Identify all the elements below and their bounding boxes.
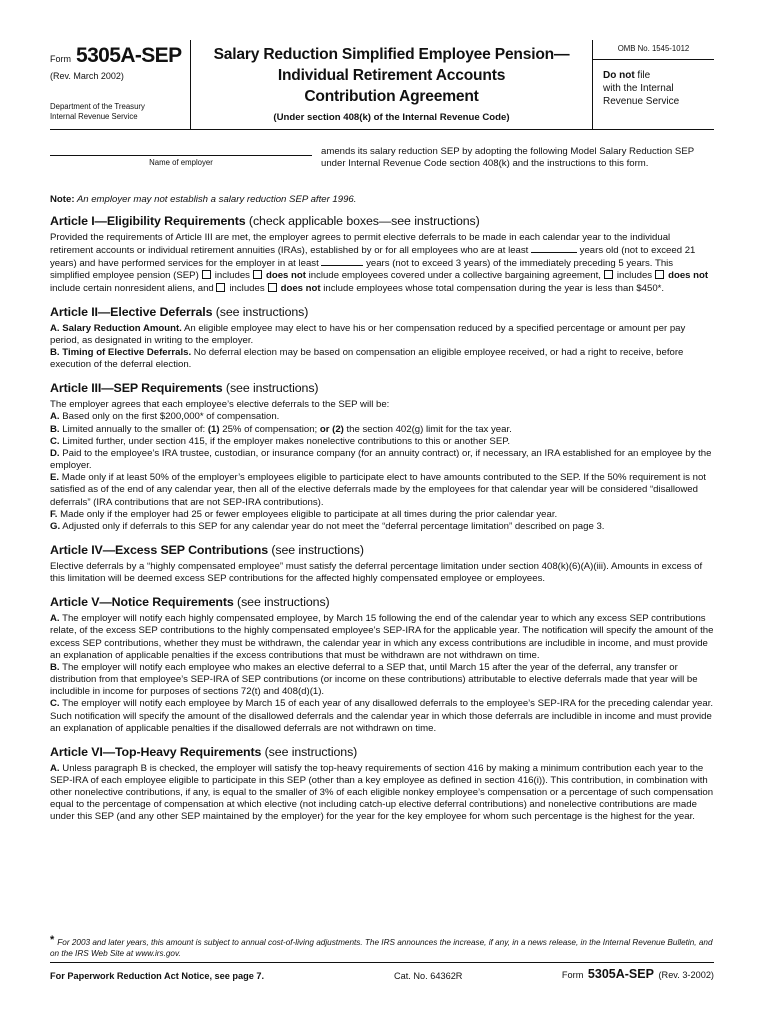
form-header: [50, 40, 714, 130]
article-5-b: B. The employer will notify each employee who makes an elective deferral to a SEP that, until March 15 after the year of the deferral, any transfer or distribution from that employee’s SEP-IRA of SEP contributions (or income on these contributions) attributable to elective deferrals made that year will be includible in income for purposes of sections 72(t) and 408(d)(1).: [50, 661, 698, 698]
article-3-c: C. Limited further, under section 415, if the employer makes nonelective contributions to this or another SEP.: [50, 435, 511, 447]
article-6-a: A. Unless paragraph B is checked, the employer will satisfy the top-heavy requirements of section 416 by making a minimum contribution each year to the SEP-IRA of each employee eligible to participate in this SEP (other than a key employee as defined in section 416(i)). This contribution, in combination with other nonelective contributions, if any, is equal to the smaller of 3% of each eligible nonkey employee’s compensation or a percentage of such compensation equal to the percentage of compensation at which elective (not including catch-up elective deferral contributions) and nonelective contributions are made under this SEP (and any other SEP maintained by the employer) for the year for the key employee for whom such percentage is the highest for the year.: [50, 762, 714, 823]
revision-date: (Rev. March 2002): [50, 71, 124, 81]
form-number-line: [50, 44, 182, 69]
article-3-b: B. Limited annually to the smaller of: (1) 25% of compensation; or (2) the section 402(g) limit for the tax year.: [50, 423, 512, 435]
article-3-g: G. Adjusted only if deferrals to this SEP for any calendar year do not meet the “deferral percentage limitation” described on page 3.: [50, 520, 605, 532]
article-6: [50, 745, 714, 824]
footer-form-word: Form: [561, 970, 584, 980]
amends-text: amends its salary reduction SEP by adopting the following Model Salary Reduction SEP under Internal Revenue Code section 408(k) and the instructions to this form.: [321, 146, 694, 170]
form-title: [191, 44, 592, 107]
note: [50, 194, 714, 205]
form-number: 5305A-SEP: [76, 44, 182, 67]
employer-name-label: Name of employer: [149, 158, 213, 167]
catalog-number: Cat. No. 64362R: [394, 971, 463, 981]
comp-includes-checkbox[interactable]: [216, 283, 225, 292]
cba-includes-checkbox[interactable]: [604, 270, 613, 279]
do-not-rest-1: file: [634, 70, 651, 81]
title-line-2: Individual Retirement Accounts: [277, 67, 506, 85]
title-line-1: Salary Reduction Simplified Employee Pension—: [213, 46, 570, 63]
note-label: Note:: [50, 194, 75, 205]
article-1: [50, 214, 714, 295]
note-text: An employer may not establish a salary reduction SEP after 1996.: [74, 194, 357, 205]
agency-name: Internal Revenue Service: [50, 111, 138, 121]
footer-revision: (Rev. 3-2002): [658, 970, 714, 980]
minimum-age-field[interactable]: [531, 244, 577, 253]
sep-includes-checkbox[interactable]: [202, 270, 211, 279]
do-not-file-notice: [603, 70, 679, 108]
article-5-heading: Article V—Notice Requirements (see instructions): [50, 595, 330, 610]
article-3: [50, 381, 714, 533]
form-body: [50, 214, 714, 834]
footnote-asterisk: *: [50, 934, 55, 946]
omb-number: OMB No. 1545-1012: [593, 44, 714, 60]
paperwork-notice: For Paperwork Reduction Act Notice, see page 7.: [50, 971, 265, 981]
footer-form-number: 5305A-SEP: [587, 967, 654, 981]
article-3-heading: Article III—SEP Requirements (see instructions): [50, 381, 319, 396]
article-2: [50, 305, 714, 372]
article-4-text: Elective deferrals by a “highly compensated employee” must satisfy the deferral percentage limitation under section 408(k)(6)(A)(iii). Amounts in excess of this limitation will be deemed excess SEP contributions for the affected highly compensated employee or employees.: [50, 560, 703, 585]
department-block: [50, 102, 145, 121]
title-line-3: Contribution Agreement: [304, 88, 479, 106]
article-2-a: A. Salary Reduction Amount. An eligible employee may elect to have his or her compensation reduced by a specified percentage or amount per pay period, as designated in writing to the employer.: [50, 322, 686, 346]
footer-form-id: [562, 967, 714, 982]
omb-block: [593, 40, 714, 130]
department-name: Department of the Treasury: [50, 102, 145, 111]
form-footer: [50, 962, 714, 984]
article-3-f: F. Made only if the employer had 25 or fewer employees eligible to participate at all times during the prior calendar year.: [50, 508, 558, 520]
article-3-e: E. Made only if at least 50% of the employer’s employees eligible to participate elect to have amounts contributed to the SEP. If the 50% requirement is not satisfied as of the end of any calendar year, then all of the elective deferrals made by the employees for that calendar year will be considered “disallowed deferrals” (IRA contributions that are not SEP-IRA contributions).: [50, 472, 706, 508]
article-1-heading: Article I—Eligibility Requirements (check applicable boxes—see instructions): [50, 214, 480, 228]
article-5-a: A. The employer will notify each highly compensated employee, by March 15 following the end of the calendar year to which any excess SEP contributions relate, of the excess SEP contributions to the highly compensated employee’s SEP-IRA for the applicable year. The notification will specify the amount of the excess SEP contributions, whether they must be withdrawn, the calendar year in which any excess contributions are includible in income, and must provide an explanation of applicable penalties if the excess contributions that must be withdrawn are not withdrawn on time.: [50, 613, 714, 661]
footnote: [50, 933, 714, 959]
do-not-bold: Do not: [603, 70, 635, 81]
article-5-c: C. The employer will notify each employee by March 15 of each year of any disallowed deferrals to the employee’s SEP-IRA for the preceding calendar year. Such notification will specify the amount of the disallowed deferrals and the calendar year in which those deferrals are includible in income and must provide an explanation of applicable penalties if the disallowed deferrals are not withdrawn on time.: [50, 698, 714, 734]
article-2-heading: Article II—Elective Deferrals (see instructions): [50, 304, 309, 319]
article-1-text: Provided the requirements of Article III are met, the employer agrees to permit elective deferrals to be made in each calendar year to the individual retirement accounts or individual retirement annuities (IRAs), established by or for all employees who are at least years old (not to exceed 21 years) and have performed services for the employer in at least years (not to exceed 3 years) of the immediately preceding 5 years. This simplified employee pension (SEP) includes does not include employees covered under a collective bargaining agreement, includes does not include certain nonresident aliens, and includes does not include employees whose total compensation during the year is less than $450*.: [50, 231, 709, 294]
sep-does-not-checkbox[interactable]: [253, 270, 262, 279]
article-3-a: A. Based only on the first $200,000* of compensation.: [50, 411, 280, 423]
form-title-block: [191, 40, 593, 130]
comp-does-not-checkbox[interactable]: [268, 283, 277, 292]
do-not-rest-2: with the Internal: [603, 82, 674, 94]
article-4-heading: Article IV—Excess SEP Contributions (see instructions): [50, 543, 364, 558]
form-id-block: [50, 40, 191, 130]
article-3-intro: The employer agrees that each employee’s elective deferrals to the SEP will be:: [50, 399, 390, 411]
article-3-d: D. Paid to the employee’s IRA trustee, custodian, or insurance company (for an annuity contract) or, if necessary, an IRA established for an employee by the employer.: [50, 447, 712, 472]
footnote-text: For 2003 and later years, this amount is subject to annual cost-of-living adjustments. The IRS announces the increase, if any, in a news release, in the Internal Revenue Bulletin, and on the IRS Web Site at www.irs.gov.: [50, 938, 713, 958]
form-subtitle: (Under section 408(k) of the Internal Revenue Code): [273, 111, 510, 123]
article-5: [50, 595, 714, 735]
cba-does-not-checkbox[interactable]: [655, 270, 664, 279]
do-not-rest-3: Revenue Service: [603, 95, 680, 107]
employer-name-field[interactable]: [50, 155, 312, 156]
form-word: Form: [50, 54, 71, 64]
article-2-b: B. Timing of Elective Deferrals. No deferral election may be based on compensation an eligible employee received, or had a right to receive, before execution of the deferral election.: [50, 346, 684, 371]
article-4: [50, 543, 714, 585]
article-6-heading: Article VI—Top-Heavy Requirements (see instructions): [50, 744, 358, 759]
years-of-service-field[interactable]: [321, 257, 363, 266]
